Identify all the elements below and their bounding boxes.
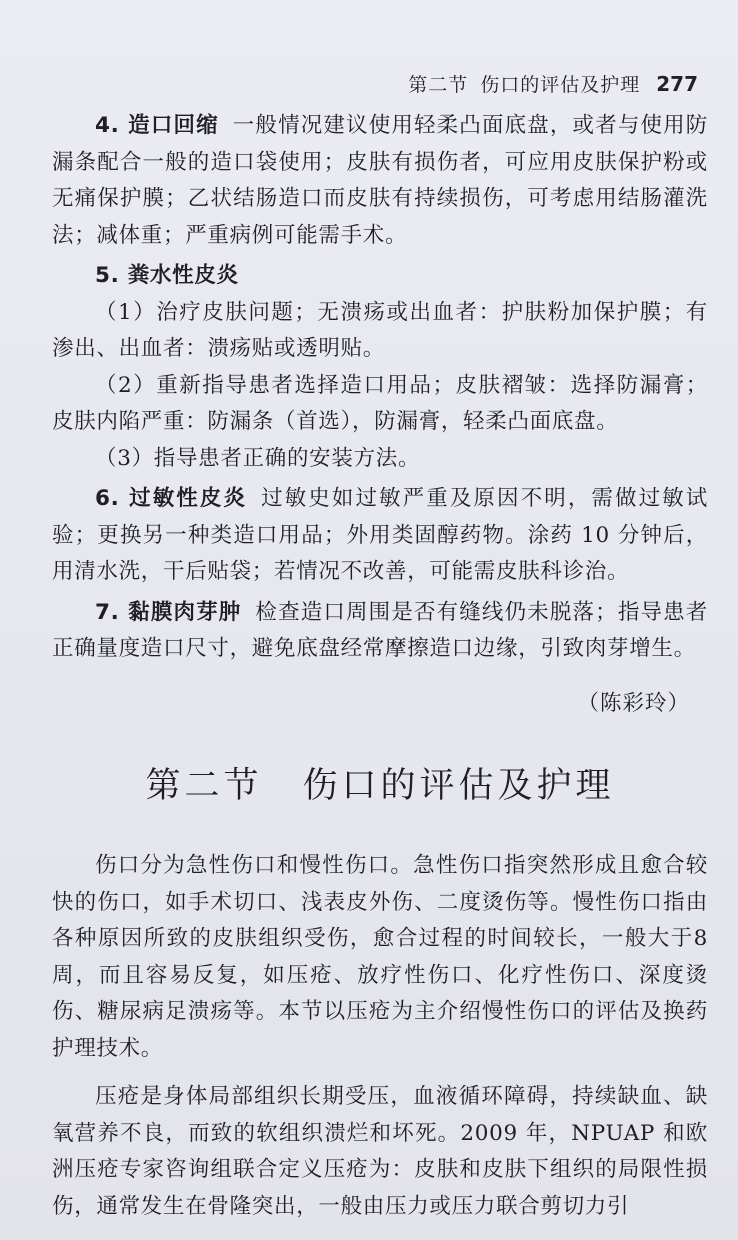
page-body: [52, 108, 708, 1225]
item-4-text: 一般情况建议使用轻柔凸面底盘，或者与使用防漏条配合一般的造口袋使用；皮肤有损伤者，可应用皮肤保护粉或无痛保护膜；乙状结肠造口而皮肤有持续损伤，可考虑用结肠灌洗法；减体重；严重病例可能需手术。: [52, 113, 709, 248]
section-title-text: 伤口的评估及护理: [302, 766, 615, 806]
item-7-heading: 7. 黏膜肉芽肿: [95, 599, 242, 625]
item-6-heading: 6. 过敏性皮炎: [95, 486, 248, 511]
section-title: [52, 758, 708, 808]
item-4-heading: 4. 造口回缩: [95, 113, 219, 138]
item-5-subitem-3: （3）指导患者正确的安装方法。: [95, 445, 421, 471]
item-6-paragraph: [52, 481, 708, 591]
item-7-text: 检查造口周围是否有缝线仍未脱落；指导患者正确量度造口尺寸，避免底盘经常摩擦造口边缘，引致肉芽增生。: [52, 599, 708, 661]
body-paragraph-2: 压疮是身体局部组织长期受压，血液循环障碍，持续缺血、缺氧营养不良，而致的软组织溃烂和坏死。2009 年，NPUAP 和欧洲压疮专家咨询组联合定义压疮为：皮肤和皮肤下组织的局限性损伤，通常发生在骨隆突出，一般由压力或压力联合剪切力引: [52, 1084, 708, 1219]
body-paragraph-1: 伤口分为急性伤口和慢性伤口。急性伤口指突然形成且愈合较快的伤口，如手术切口、浅表皮外伤、二度烫伤等。慢性伤口指由各种原因所致的皮肤组织受伤，愈合过程的时间较长，一般大于8周，而且容易反复，如压疮、放疗性伤口、化疗性伤口、深度烫伤、糖尿病足溃疡等。本节以压疮为主介绍慢性伤口的评估及换药护理技术。: [52, 853, 708, 1061]
item-6-text: 过敏史如过敏严重及原因不明，需做过敏试验；更换另一种类造口用品；外用类固醇药物。涂药 10 分钟后，用清水洗，干后贴袋；若情况不改善，可能需皮肤科诊治。: [52, 486, 708, 584]
section-title-number: 第二节: [145, 766, 263, 806]
item-5-subitem-1: （1）治疗皮肤问题；无溃疡或出血者：护肤粉加保护膜；有渗出、出血者：溃疡贴或透明贴。: [52, 299, 708, 361]
item-5-heading: 5. 粪水性皮炎: [95, 263, 239, 288]
item-4-paragraph: [52, 108, 708, 254]
running-header: [408, 70, 698, 97]
item-7-paragraph: [52, 595, 708, 668]
header-chapter-title: 伤口的评估及护理: [480, 74, 641, 96]
header-section-label: 第二节: [408, 74, 469, 96]
author-signature: （陈彩玲）: [577, 690, 690, 716]
page-number: 277: [656, 72, 698, 96]
item-5-subitem-2: （2）重新指导患者选择造口用品；皮肤褶皱：选择防漏膏；皮肤内陷严重：防漏条（首选），防漏膏，轻柔凸面底盘。: [52, 372, 708, 434]
